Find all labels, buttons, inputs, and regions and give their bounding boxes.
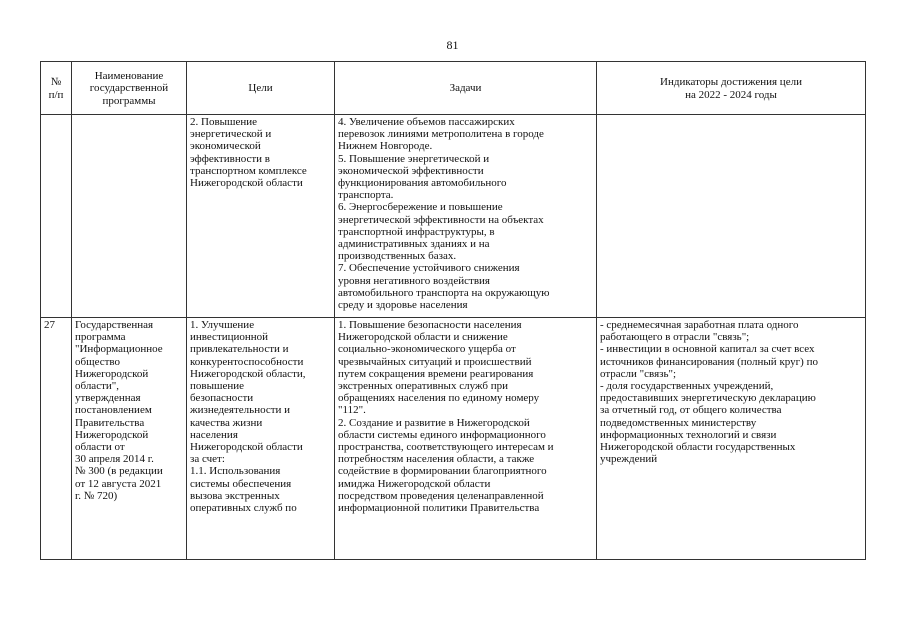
cell-indicators — [597, 115, 866, 318]
indicator-item: - инвестиции в основной капитал за счет всех источников финансирования (полный круг) по отрасли "связь"; — [600, 343, 818, 380]
header-indicators: Индикаторы достижения цели на 2022 - 2024 годы — [597, 62, 866, 115]
cell-tasks — [335, 318, 597, 560]
table-header-row — [41, 62, 866, 115]
task-item: 5. Повышение энергетической и экономической эффективности функционирования автомобильного транспорта. — [338, 152, 507, 202]
indicator-item: - среднемесячная заработная плата одного работающего в отрасли "связь"; — [600, 319, 799, 344]
task-item: 2. Создание и развитие в Нижегородской области системы единого информационного пространства, соответствующего интересам и потребностям населения области, а также содействие в формировании благоприятного имиджа Нижегородской области посредством проведения целенаправленной информационной политики Правительства — [338, 416, 554, 515]
indicator-item: - доля государственных учреждений, предоставивших энергетическую декларацию за отчетный год, от общего количества подведомственных министерству информационных технологий и связи Нижегородской области государственных учреждений — [600, 380, 816, 466]
header-program: Наименование государственной программы — [72, 62, 187, 115]
cell-tasks — [335, 115, 597, 318]
task-item: 4. Увеличение объемов пассажирских перевозок линиями метрополитена в городе Нижнем Новгороде. — [338, 116, 544, 153]
header-goals: Цели — [187, 62, 335, 115]
goals-text: 2. Повышение энергетической и экономической эффективности в транспортном комплексе Нижегородской области — [190, 116, 307, 190]
program-text: Государственная программа "Информационное общество Нижегородской области", утвержденная постановлением Правительства Нижегородской области от 30 апреля 2014 г. № 300 (в редакции от 12 августа 2021 г. № 720) — [75, 319, 163, 502]
header-tasks: Задачи — [335, 62, 597, 115]
cell-num: 27 — [41, 318, 72, 560]
cell-indicators — [597, 318, 866, 560]
goals-text: 1. Улучшение инвестиционной привлекательности и конкурентоспособности Нижегородской области, повышение безопасности жизнедеятельности и качества жизни населения Нижегородской области за счет: 1.1. Использования системы обеспечения вызова экстренных оперативных служб по — [190, 319, 306, 515]
cell-goals — [187, 115, 335, 318]
task-item: 7. Обеспечение устойчивого снижения уровня негативного воздействия автомобильного транспорта на окружающую среду и здоровье населения — [338, 262, 550, 312]
task-item: 1. Повышение безопасности населения Нижегородской области и снижение социально-экономического ущерба от чрезвычайных ситуаций и происшествий путем сокращения времени реагирования экстренных оперативных служб при обращениях населения по единому номеру "112". — [338, 319, 540, 417]
cell-program — [72, 115, 187, 318]
page-number: 81 — [446, 38, 459, 52]
task-item: 6. Энергосбережение и повышение энергетической эффективности на объектах транспортной инфраструктуры, в административных зданиях и на производственных базах. — [338, 201, 544, 263]
table-row — [41, 115, 866, 318]
cell-goals — [187, 318, 335, 560]
programs-table — [40, 61, 866, 560]
table-row — [41, 318, 866, 560]
header-num: № п/п — [41, 62, 72, 115]
cell-num — [41, 115, 72, 318]
cell-program — [72, 318, 187, 560]
